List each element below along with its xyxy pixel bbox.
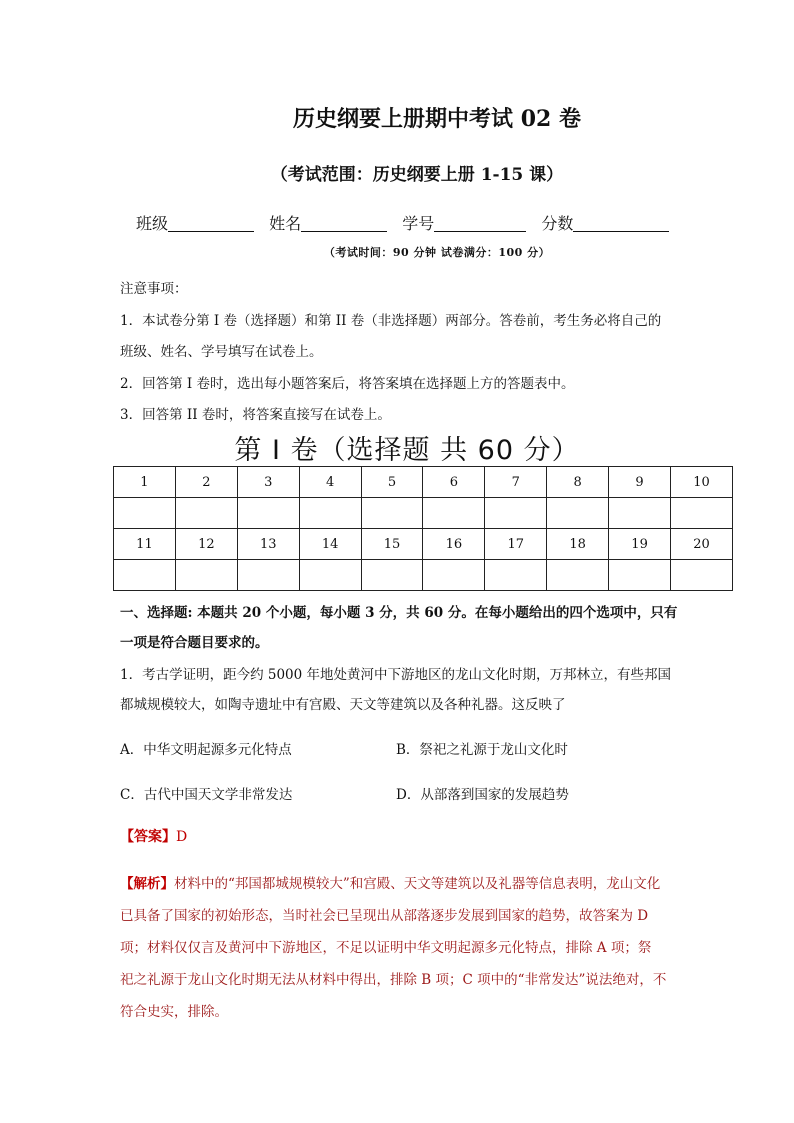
answer-blank-cell[interactable]	[485, 560, 547, 591]
option-a: A．中华文明起源多元化特点	[120, 742, 292, 758]
answer-table-header-row-1	[114, 467, 733, 498]
answer-blank-cell[interactable]	[609, 498, 671, 529]
answer-number-cell: 15	[361, 529, 423, 560]
note-item-1-line-1: 1．本试卷分第 I 卷（选择题）和第 II 卷（非选择题）两部分。答卷前，考生务必将自己的	[120, 312, 662, 329]
answer-number-cell: 7	[485, 467, 547, 498]
exam-time-info: （考试时间：90 分钟 试卷满分：100 分）	[323, 246, 551, 259]
question-1-answer	[120, 826, 187, 846]
answer-blank-cell[interactable]	[547, 498, 609, 529]
answer-blank-cell[interactable]	[671, 498, 733, 529]
answer-value: D	[176, 829, 188, 845]
note-item-3: 3．回答第 II 卷时，将答案直接写在试卷上。	[120, 407, 391, 423]
answer-blank-cell[interactable]	[114, 498, 176, 529]
answer-blank-cell[interactable]	[547, 560, 609, 591]
student-id-label: 学号	[402, 214, 435, 233]
student-id-field[interactable]	[434, 215, 526, 232]
note-item-2: 2．回答第 I 卷时，选出每小题答案后，将答案填在选择题上方的答题表中。	[120, 375, 575, 392]
answer-blank-cell[interactable]	[361, 498, 423, 529]
answer-number-cell: 13	[237, 529, 299, 560]
question-1-stem-line-1: 1．考古学证明，距今约 5000 年地处黄河中下游地区的龙山文化时期，万邦林立，有些邦国	[120, 667, 672, 683]
class-field[interactable]	[168, 215, 254, 232]
answer-blank-cell[interactable]	[237, 498, 299, 529]
answer-number-cell: 18	[547, 529, 609, 560]
answer-table-blank-row-2	[114, 560, 733, 591]
answer-blank-cell[interactable]	[237, 560, 299, 591]
answer-number-cell: 4	[299, 467, 361, 498]
answer-number-cell: 5	[361, 467, 423, 498]
answer-table-header-row-2	[114, 529, 733, 560]
answer-number-cell: 16	[423, 529, 485, 560]
note-item-1-line-2: 班级、姓名、学号填写在试卷上。	[120, 344, 323, 360]
question-1-stem	[120, 660, 690, 720]
answer-blank-cell[interactable]	[175, 498, 237, 529]
option-d: D．从部落到国家的发展趋势	[396, 787, 569, 803]
answer-number-cell: 14	[299, 529, 361, 560]
question-1-analysis	[120, 868, 690, 1028]
analysis-tag: 【解析】	[120, 876, 174, 892]
answer-number-cell: 6	[423, 467, 485, 498]
option-c: C．古代中国天文学非常发达	[120, 787, 293, 803]
answer-blank-cell[interactable]	[175, 560, 237, 591]
student-info-fields	[136, 211, 669, 234]
page-title: 历史纲要上册期中考试 02 卷	[293, 106, 581, 132]
answer-blank-cell[interactable]	[485, 498, 547, 529]
option-b: B．祭祀之礼源于龙山文化时	[396, 742, 568, 758]
notes-heading: 注意事项：	[120, 281, 188, 297]
answer-table	[113, 466, 733, 591]
answer-number-cell: 19	[609, 529, 671, 560]
answer-number-cell: 1	[114, 467, 176, 498]
question-1-stem-line-2: 都城规模较大，如陶寺遗址中有宫殿、天文等建筑以及各种礼器。这反映了	[120, 697, 566, 713]
instructions-line-2: 一项是符合题目要求的。	[120, 635, 269, 651]
answer-blank-cell[interactable]	[609, 560, 671, 591]
name-label: 姓名	[269, 214, 302, 233]
answer-number-cell: 2	[175, 467, 237, 498]
answer-number-cell: 11	[114, 529, 176, 560]
analysis-line-1: 材料中的“邦国都城规模较大”和宫殿、天文等建筑以及礼器等信息表明，龙山文化	[174, 876, 661, 892]
answer-number-cell: 10	[671, 467, 733, 498]
answer-blank-cell[interactable]	[299, 560, 361, 591]
score-field[interactable]	[573, 215, 669, 232]
analysis-line-4: 祀之礼源于龙山文化时期无法从材料中得出，排除 B 项；C 项中的“非常发达”说法绝对，不	[120, 972, 667, 988]
answer-blank-cell[interactable]	[114, 560, 176, 591]
answer-blank-cell[interactable]	[423, 498, 485, 529]
answer-blank-cell[interactable]	[299, 498, 361, 529]
answer-blank-cell[interactable]	[671, 560, 733, 591]
answer-number-cell: 8	[547, 467, 609, 498]
name-field[interactable]	[301, 215, 387, 232]
answer-number-cell: 3	[237, 467, 299, 498]
answer-number-cell: 9	[609, 467, 671, 498]
answer-tag: 【答案】	[120, 829, 176, 845]
answer-number-cell: 20	[671, 529, 733, 560]
class-label: 班级	[136, 214, 169, 233]
analysis-line-3: 项；材料仅仅言及黄河中下游地区，不足以证明中华文明起源多元化特点，排除 A 项；祭	[120, 940, 652, 956]
instructions-line-1: 一、选择题: 本题共 20 个小题，每小题 3 分，共 60 分。在每小题给出的四个选项中，只有	[120, 605, 678, 621]
choice-section-instructions	[120, 598, 690, 658]
analysis-line-5: 符合史实，排除。	[120, 1004, 228, 1020]
notes-section	[120, 274, 700, 432]
answer-blank-cell[interactable]	[423, 560, 485, 591]
score-label: 分数	[541, 214, 574, 233]
answer-table-blank-row-1	[114, 498, 733, 529]
answer-number-cell: 12	[175, 529, 237, 560]
analysis-line-2: 已具备了国家的初始形态，当时社会已呈现出从部落逐步发展到国家的趋势，故答案为 D	[120, 908, 649, 924]
section-1-title: 第 I 卷（选择题 共 60 分）	[234, 435, 580, 466]
answer-blank-cell[interactable]	[361, 560, 423, 591]
answer-number-cell: 17	[485, 529, 547, 560]
exam-scope-subtitle: （考试范围：历史纲要上册 1-15 课）	[270, 165, 564, 185]
